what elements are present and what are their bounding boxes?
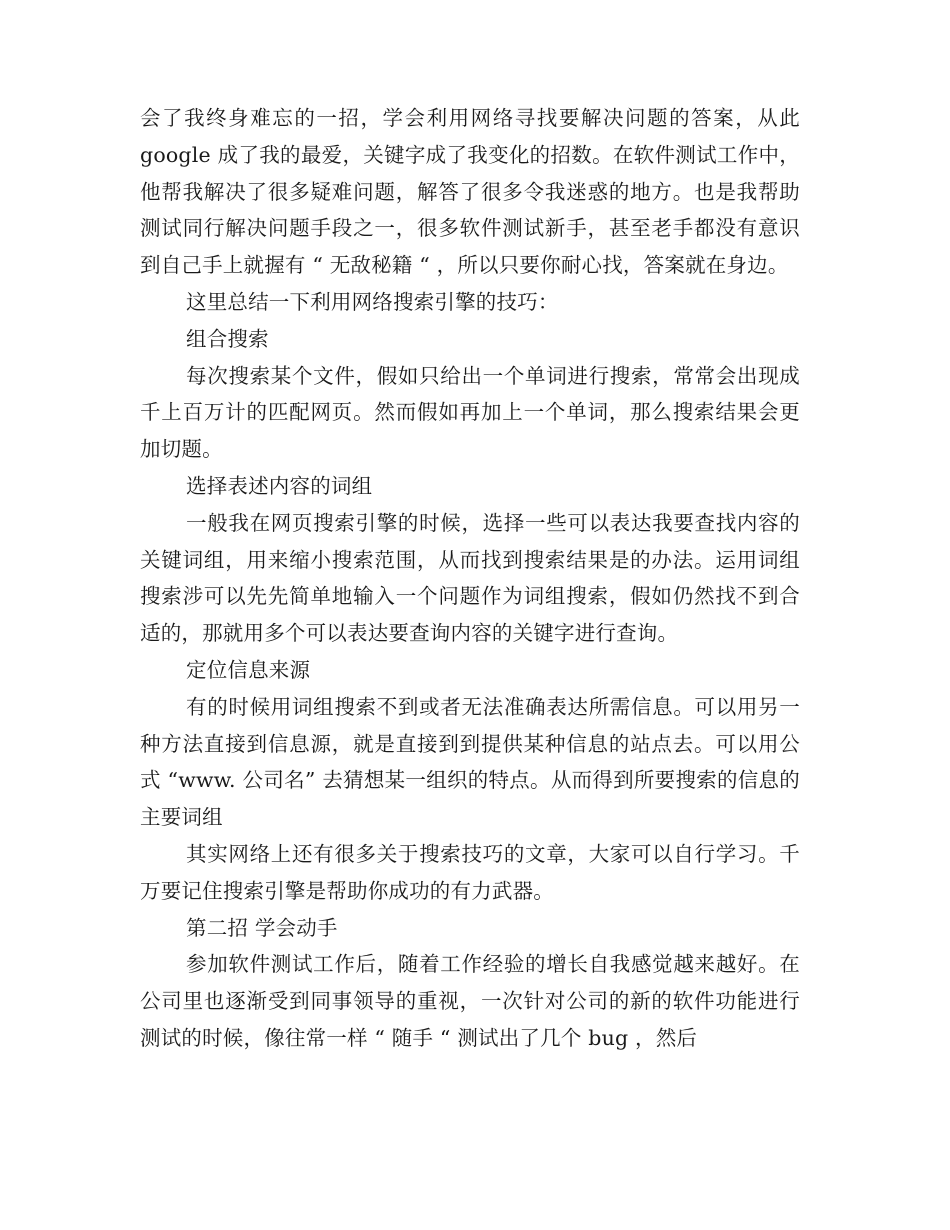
paragraph-summary-intro: 这里总结一下利用网络搜索引擎的技巧： — [186, 289, 559, 314]
paragraph-combined-search: 每次搜索某个文件，假如只给出一个单词进行搜索，常常会出现成千上百万计的匹配网页。然而假如再加上一个单词，那么搜索结果会更加切题。 — [140, 363, 800, 462]
heading-combined-search: 组合搜索 — [186, 326, 269, 351]
heading-choose-phrases: 选择表述内容的词组 — [186, 473, 373, 498]
paragraph-more-tips: 其实网络上还有很多关于搜索技巧的文章，大家可以自行学习。千万要记住搜索引擎是帮助你成功的有力武器。 — [140, 841, 800, 903]
paragraph-choose-phrases: 一般我在网页搜索引擎的时候，选择一些可以表达我要查找内容的关键词组，用来缩小搜索范围，从而找到搜索结果是的办法。运用词组搜索涉可以先先简单地输入一个问题作为词组搜索，假如仍然找不到合适的，那就用多个可以表达要查询内容的关键字进行查询。 — [140, 510, 800, 646]
document-body — [140, 100, 800, 1057]
paragraph-second-trick: 参加软件测试工作后，随着工作经验的增长自我感觉越来越好。在公司里也逐渐受到同事领导的重视，一次针对公司的新的软件功能进行测试的时候，像往常一样 “ 随手 “ 测试出了几个 bug ，然后 — [140, 952, 800, 1050]
paragraph-locate-source: 有的时候用词组搜索不到或者无法准确表达所需信息。可以用另一种方法直接到信息源，就是直接到到提供某种信息的站点去。可以用公式 “www. 公司名” 去猜想某一组织的特点。从而得到所要搜索的信息的主要词组 — [140, 694, 800, 830]
heading-second-trick: 第二招 学会动手 — [186, 915, 338, 940]
heading-locate-source: 定位信息来源 — [186, 657, 311, 682]
paragraph-intro: 会了我终身难忘的一招，学会利用网络寻找要解决问题的答案，从此google 成了我的最爱，关键字成了我变化的招数。在软件测试工作中，他帮我解决了很多疑难问题，解答了很多令我迷惑的地方。也是我帮助测试同行解决问题手段之一，很多软件测试新手，甚至老手都没有意识到自己手上就握有 “ 无敌秘籍 “ ，所以只要你耐心找，答案就在身边。 — [140, 106, 800, 278]
